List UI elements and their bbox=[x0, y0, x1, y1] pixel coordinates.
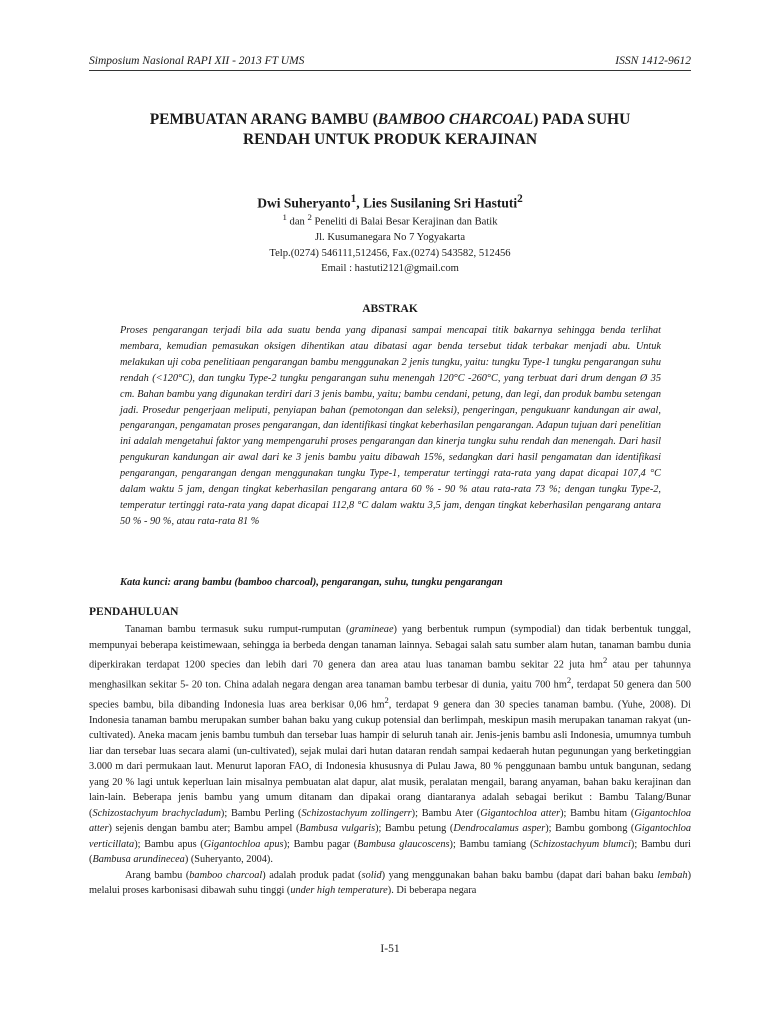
text-run: ) (Suheryanto, 2004). bbox=[184, 854, 273, 866]
text-run: ). Di beberapa negara bbox=[387, 885, 477, 897]
text-run: ); Bambu apus ( bbox=[134, 838, 204, 850]
affiliation-address: Jl. Kusumanegara No 7 Yogyakarta bbox=[314, 232, 466, 244]
text-run: Arang bambu ( bbox=[125, 869, 190, 881]
italic-run: bamboo charcoal bbox=[189, 869, 263, 881]
superscript: 2 bbox=[602, 655, 608, 665]
text-run: ) yang menggunakan bahan baku bambu (dapat dari bahan baku bbox=[381, 869, 658, 881]
section-heading: PENDAHULUAN bbox=[89, 606, 179, 618]
italic-run: Bambusa vulgaris bbox=[299, 823, 376, 835]
title-text: ) PADA SUHU bbox=[533, 111, 631, 128]
text-run: ); Bambu Ater ( bbox=[411, 807, 481, 819]
superscript: 2 bbox=[566, 674, 572, 685]
text-run: ); Bambu hitam ( bbox=[560, 807, 635, 819]
text-run: , terdapat 50 genera dan 500 species bambu, bila dibanding Indonesia luas area berkisar 0,06 hm bbox=[89, 679, 692, 711]
abstract-text: Proses pengarangan terjadi bila ada suatu benda yang dipanasi sampai mencapai titik bakarnya sehingga benda terlihat membara, kemudian pemasukan oksigen dihentikan atau dibatasi agar benda tersebut tidak terbakar menjadi abu. Untuk melakukan uji coba penelitiaan pengarangan bambu menggunakan 2 jenis tungku, yaitu: tungku Type-1 tungku pengarangan suhu rendah (<120°C), dan tungku Type-2 tungku pengarangan suhu menengah 120°C -260°C, yang terbuat dari drum dengan Ø 35 cm. Bahan bambu yang digunakan terdiri dari 3 jenis bambu, yaitu; bambu cendani, petung, dan legi, dan produk bambu setengan jadi. Prosedur pengerjaan meliputi, penyiapan bahan (pemotongan dan seleksi), pengeringan, pengukuanr kandungan air awal, pengarangan, pengamatan proses pengarangan, dan identifikasi tingkat keberhasilan pengarangan. Adapun tujuan dari penelitian ini adalah mengetahui faktor yang mempengaruhi proses pengarangan dan kinerja tungku suhu rendah dan menengah. Dari hasil pengukuran kandungan air awal dari ke 3 jenis bambu yaitu dibawah 15%, sedangkan dari hasil pengamatan dan identifikasi pengarangan, pengarangan dengan menggunakan tungku Type-1, temperatur tertinggi rata-rata yang dapat dicapai 107,4 °C dalam waktu 5 jam, dengan tingkat keberhasilan pengarang antara 60 % - 90 % atau rata-rata 73 %; dengan tungku Type-2, temperatur tertinggi rata-rata yang dapat dicapai 112,8 °C dalam waktu 3,5 jam, dengan tingkat keberhasilan pengarang antara 50 % - 90 %, atau rata-rata 81 % bbox=[120, 325, 661, 527]
italic-run: under high temperature bbox=[290, 885, 388, 897]
italic-run: Schizostachyum brachycladum bbox=[92, 807, 221, 819]
italic-run: solid bbox=[361, 869, 382, 881]
superscript: 2 bbox=[384, 694, 389, 705]
italic-run: lembah bbox=[657, 869, 688, 881]
author-name: Lies Susilaning Sri Hastuti bbox=[362, 195, 518, 211]
text-run: ); Bambu Perling ( bbox=[220, 807, 302, 819]
affiliation-line bbox=[89, 210, 691, 230]
author-list bbox=[89, 193, 691, 212]
text-run: ) adalah produk padat ( bbox=[262, 869, 362, 881]
italic-run: Schizostachyum zollingerr bbox=[301, 807, 412, 819]
page-number: I-51 bbox=[380, 943, 400, 955]
italic-run: Gigantochloa apus bbox=[203, 838, 284, 850]
italic-run: Gigantochloa verticillata bbox=[89, 823, 692, 850]
running-header bbox=[89, 55, 691, 71]
paragraph bbox=[89, 868, 691, 899]
italic-run: gramineae bbox=[349, 624, 394, 635]
affiliation-email: Email : hastuti2121@gmail.com bbox=[321, 263, 459, 275]
text-run: ) yang berbentuk rumpun (sympodial) dan tidak berbentuk tunggal, mempunyai beberapa keistimewaan, sehingga ia berbeda dengan tanaman lainnya. Sebagai salah satu sumber alam hutan, tanaman bambu dunia diperkirakan terdapat 1200 species dan lebih dari 70 genera dan area atau luas tanaman bambu sekitar 22 juta hm bbox=[89, 624, 691, 671]
abstract-heading: ABSTRAK bbox=[362, 303, 418, 315]
text-run: , terdapat 9 genera dan 30 species tanaman bambu. (Yuhe, 2008). Di Indonesia tanaman bambu merupakan sumber bahan baku yang cukup potensial dan berlimpah, meskipun masih merupakan tanaman rakyat (un-cultivated). Aneka macam jenis bambu tumbuh dan tersebar luas hampir di seluruh tanah air. Jenis-jenis bambu asli Indonesia, umumnya tumbuh liar dan tersebar luas secara alami (un-cultivated), sejak mulai dari hutan dataran rendah sampai kedaerah hutan pegunungan yang berketinggian 3.000 m dari permukaan laut. Menurut laporan FAO, di Indonesia khususnya di Pulau Jawa, 80 % penggunaan bambu untuk bangunan, sedang yang 20 % lagi untuk keperluan lain misalnya pembuatan alat dapur, alat musik, peralatan mengail, barang anyaman, bahan baku kerajinan dan lain-lain. Beberapa jenis bambu yang umum ditanam dan dipakai orang diantaranya adalah sebagai berikut : Bambu Talang/Bunar ( bbox=[89, 699, 691, 819]
italic-run: Schizostachyum blumci bbox=[533, 838, 631, 850]
affiliation bbox=[89, 210, 691, 277]
paper-title bbox=[89, 110, 691, 150]
author-sep: , bbox=[356, 195, 363, 211]
text-run: ); Bambu duri ( bbox=[89, 838, 692, 866]
italic-run: Gigantochloa atter bbox=[480, 807, 561, 819]
author-sup: 1 bbox=[350, 193, 357, 205]
title-text: PEMBUATAN ARANG BAMBU ( bbox=[149, 111, 378, 128]
affil-dan: dan bbox=[286, 216, 308, 228]
affil-text: Peneliti di Balai Besar Kerajinan dan Batik bbox=[311, 216, 498, 228]
text-run: ); Bambu pagar ( bbox=[283, 838, 358, 850]
text-run: ) melalui proses karbonisasi dibawah suhu tinggi ( bbox=[89, 869, 691, 897]
title-italic: BAMBOO CHARCOAL bbox=[377, 111, 534, 128]
keywords: Kata kunci: arang bambu (bamboo charcoal), pengarangan, suhu, tungku pengarangan bbox=[120, 577, 503, 588]
affil-sup: 2 bbox=[307, 212, 312, 222]
text-run: ) sejenis dengan bambu ater; Bambu ampel ( bbox=[108, 823, 300, 835]
body-text bbox=[89, 622, 691, 899]
author-sup: 2 bbox=[517, 193, 523, 205]
text-run: ); Bambu gombong ( bbox=[545, 823, 635, 835]
text-run: Tanaman bambu termasuk suku rumput-rumputan ( bbox=[125, 624, 350, 635]
title-line-1 bbox=[89, 110, 691, 130]
author-name: Dwi Suheryanto bbox=[257, 195, 351, 211]
text-run: ); Bambu tamiang ( bbox=[449, 838, 534, 850]
italic-run: Gigantochloa atter bbox=[89, 807, 692, 835]
italic-run: Bambusa glaucoscens bbox=[357, 838, 450, 850]
title-line-2: RENDAH UNTUK PRODUK KERAJINAN bbox=[242, 131, 538, 148]
text-run: ); Bambu petung ( bbox=[375, 823, 454, 835]
header-conference: Simposium Nasional RAPI XII - 2013 FT UMS bbox=[89, 55, 305, 67]
header-issn: ISSN 1412-9612 bbox=[615, 55, 691, 67]
paragraph bbox=[89, 622, 691, 868]
italic-run: Bambusa arundinecea bbox=[92, 854, 185, 866]
affiliation-phone: Telp.(0274) 546111,512456, Fax.(0274) 543582, 512456 bbox=[269, 247, 511, 259]
italic-run: Dendrocalamus asper bbox=[453, 823, 546, 835]
affil-sup: 1 bbox=[282, 212, 287, 222]
text-run: atau per tahunnya menghasilkan sekitar 5- 20 ton. China adalah negara dengan area tanaman bambu terbesar di dunia, yaitu 700 hm bbox=[89, 659, 691, 691]
